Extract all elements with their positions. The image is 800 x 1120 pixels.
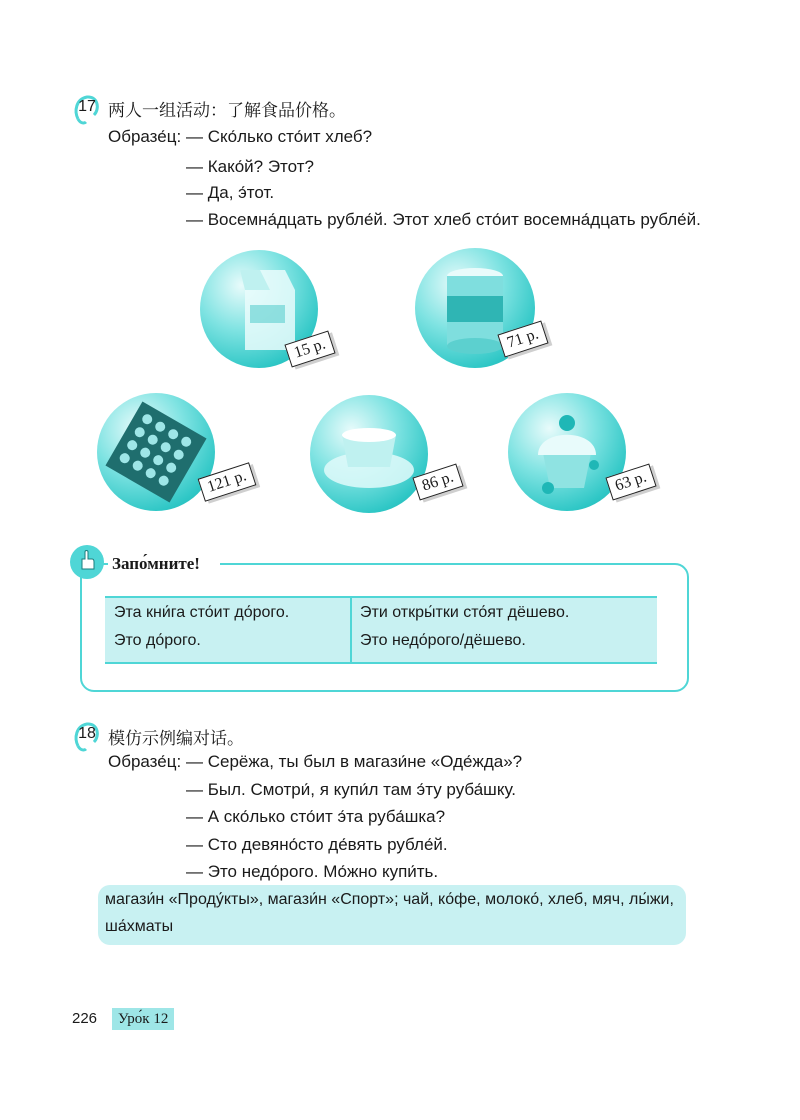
exercise-17-line-1: — Ско́лько сто́ит хлеб? (186, 127, 373, 146)
exercise-17-number: 17 (78, 98, 96, 115)
tea-cup-icon (310, 395, 428, 513)
exercise-18-line-1: — Серёжа, ты был в магази́не «Оде́жда»? (186, 752, 523, 771)
vocab-line-1: магази́н «Проду́кты», магази́н «Спорт»; чай, ко́фе, молоко́, хлеб, мяч, лы́жи, (105, 891, 674, 908)
remember-cell-2-2: Это недо́рого/дёшево. (360, 632, 526, 649)
vocab-line-2: ша́хматы (105, 918, 174, 935)
tea-cup-image (310, 395, 428, 513)
exercise-18-line-4: — Сто девяно́сто де́вять рубле́й. (186, 835, 448, 854)
remember-cell-1-2: Эти откры́тки сто́ят дёшево. (360, 604, 570, 621)
exercise-17-line-3: — Да, э́тот. (186, 183, 275, 202)
remember-table-divider (350, 598, 352, 662)
chocolate-box-icon (97, 393, 215, 511)
chocolate-box-image (97, 393, 215, 511)
cupcake-image (508, 393, 626, 511)
exercise-17-instruction: 两人一组活动：了解食品价格。 (108, 101, 346, 121)
price-tag-tea: 86 р. (412, 463, 463, 500)
exercise-18-number: 18 (78, 725, 96, 742)
page-number: 226 (72, 1010, 98, 1027)
exercise-18-line-2: — Был. Смотри́, я купи́л там э́ту руба́шку. (186, 780, 516, 799)
exercise-18-sample-label: Образе́ц: (108, 752, 182, 771)
pointing-hand-icon (70, 545, 104, 579)
remember-cell-2-1: Это до́рого. (114, 632, 201, 649)
exercise-17-line-4: — Восемна́дцать рубле́й. Этот хлеб сто́ит восемна́дцать рубле́й. (186, 210, 701, 229)
price-tag-milk: 15 р. (284, 330, 335, 367)
remember-icon-badge (70, 545, 104, 579)
exercise-18-instruction: 模仿示例编对话。 (108, 729, 244, 749)
remember-cell-1-1: Эта кни́га сто́ит до́рого. (114, 604, 290, 621)
exercise-17-number-badge (72, 93, 102, 123)
cupcake-icon (508, 393, 626, 511)
remember-title: Запо́мните! (112, 554, 200, 573)
price-tag-coffee: 71 р. (497, 320, 548, 357)
exercise-18-line-5: — Это недо́рого. Мо́жно купи́ть. (186, 862, 439, 881)
price-tag-chocolate: 121 р. (198, 462, 257, 502)
exercise-18-line-3: — А ско́лько сто́ит э́та руба́шка? (186, 807, 446, 826)
lesson-label: Уро́к 12 (112, 1008, 174, 1030)
exercise-17-line-2: — Како́й? Этот? (186, 157, 314, 176)
price-tag-cupcake: 63 р. (605, 463, 656, 500)
exercise-18-number-badge (72, 720, 102, 750)
exercise-17-sample-label: Образе́ц: (108, 127, 182, 146)
